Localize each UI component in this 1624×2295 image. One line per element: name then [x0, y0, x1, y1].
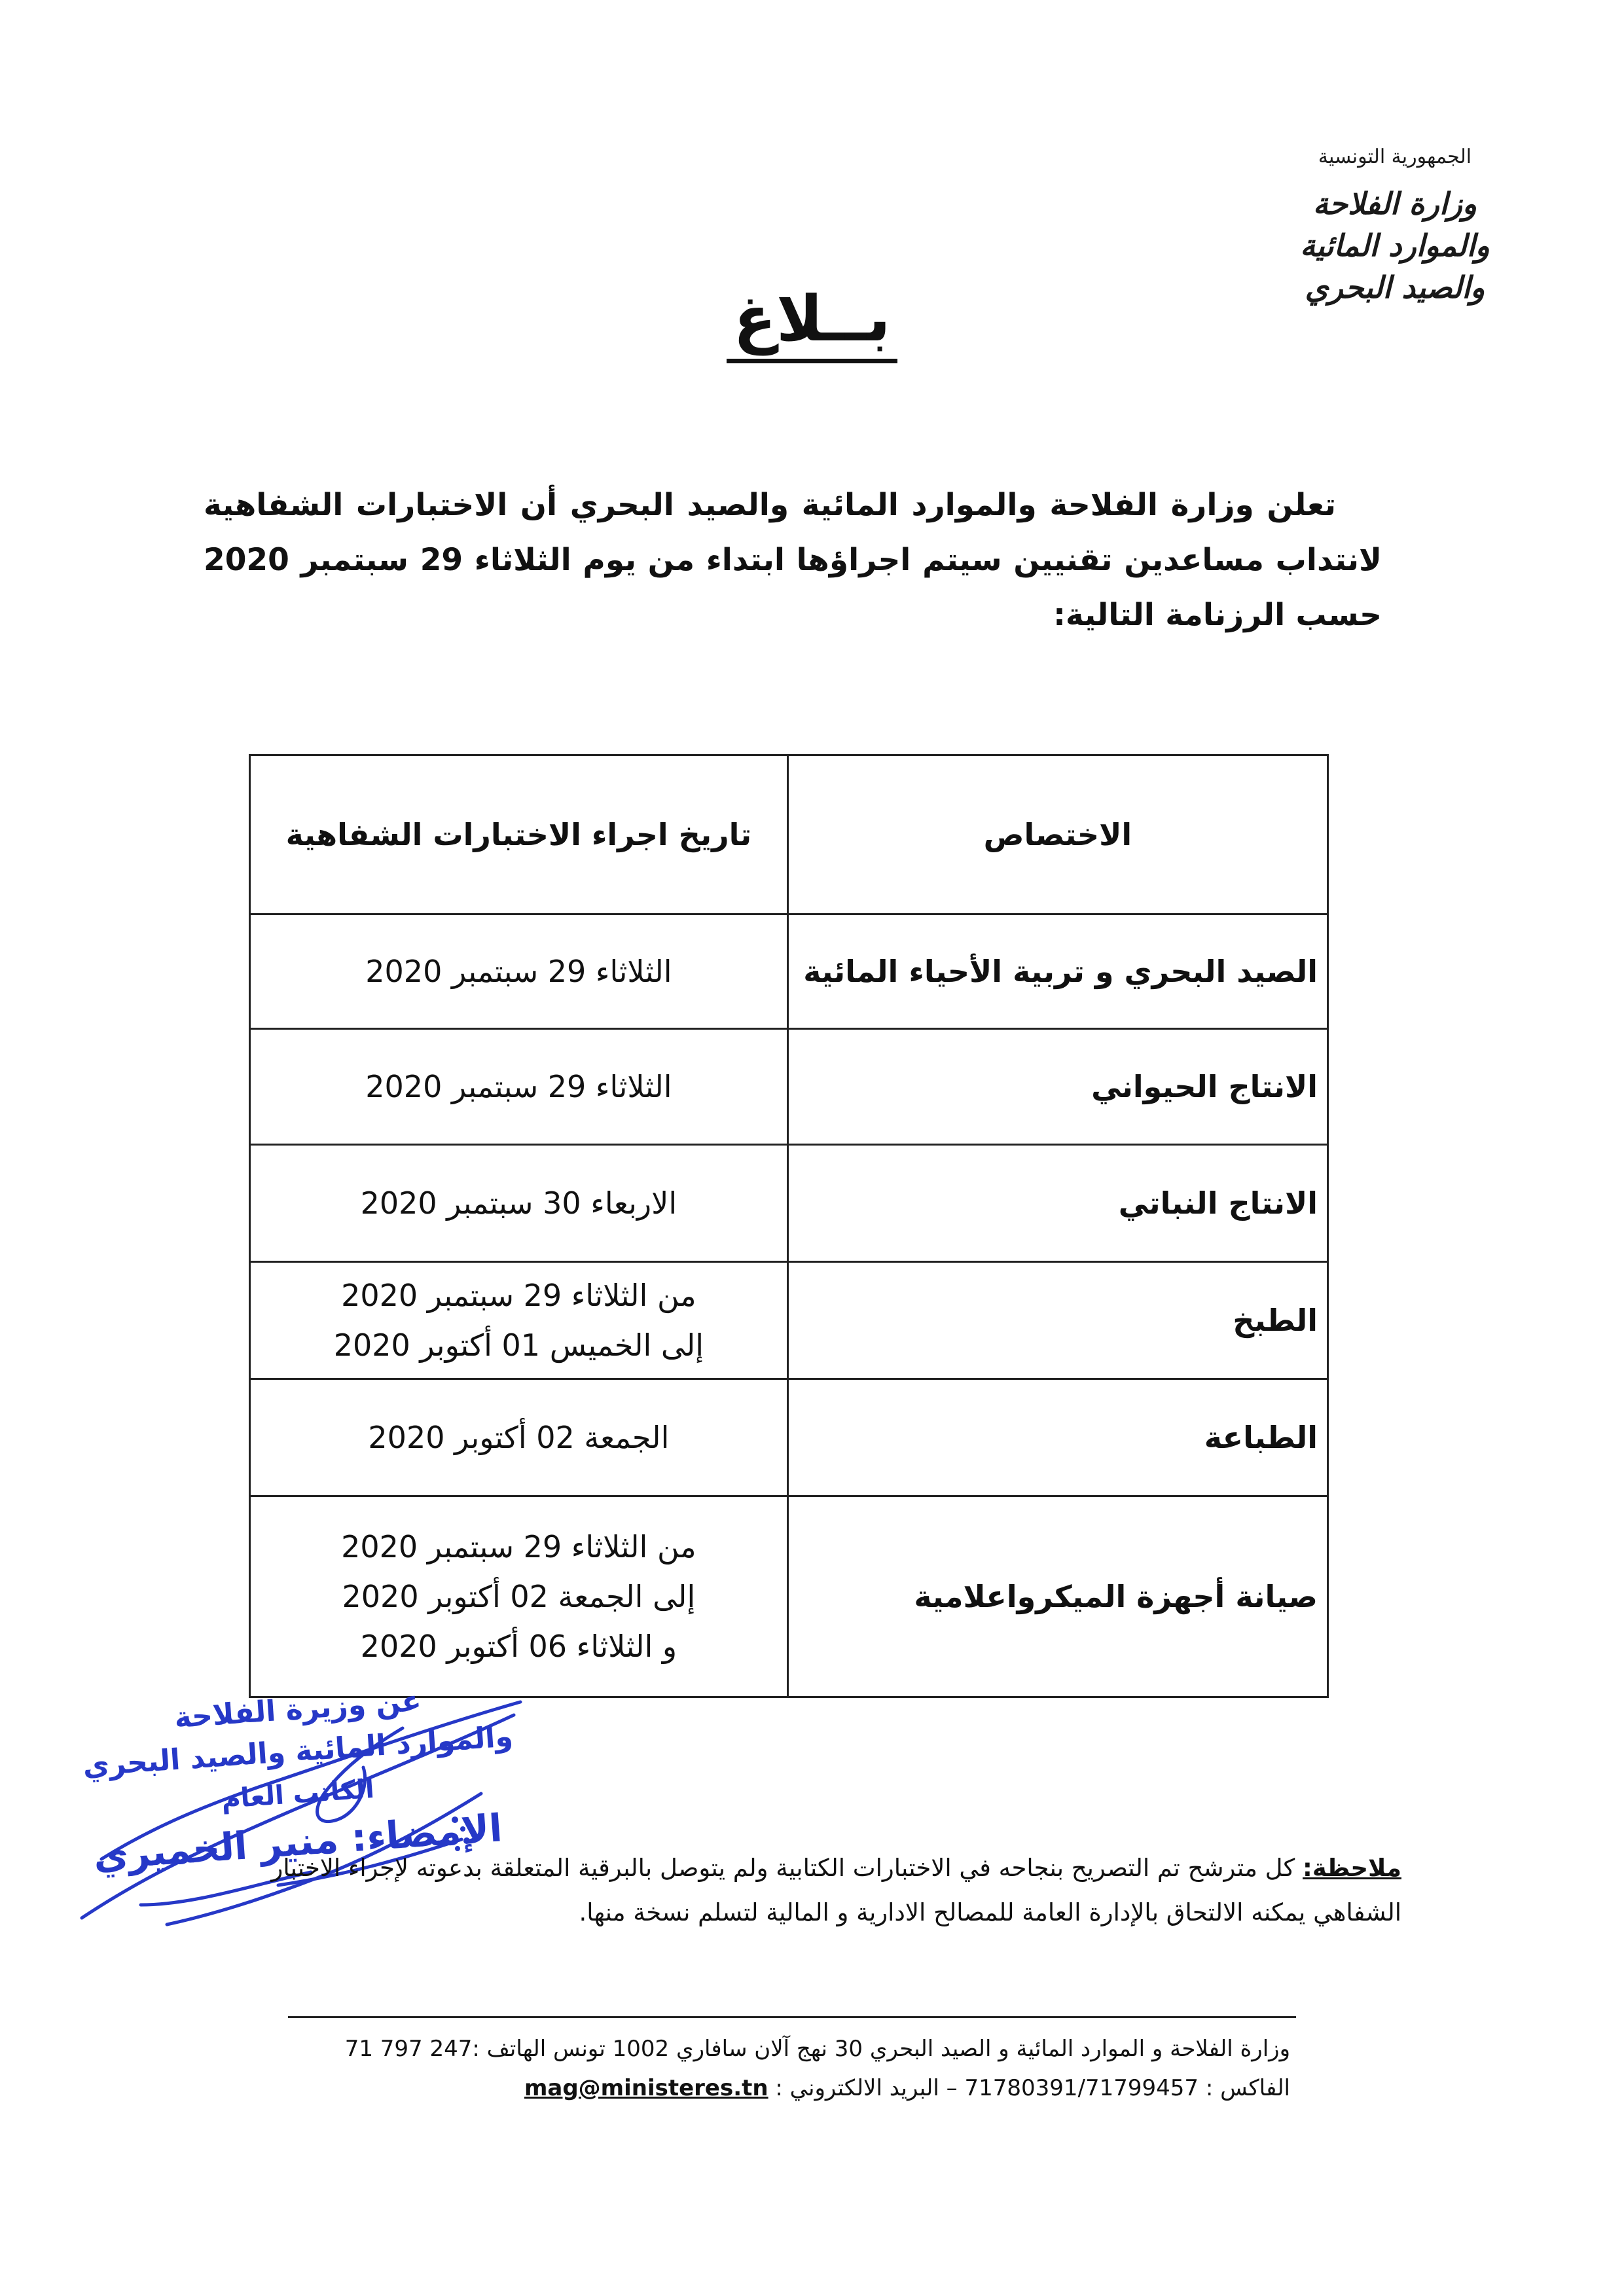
letterhead-country: الجمهورية التونسية — [1318, 145, 1472, 168]
note-paragraph — [236, 1846, 1401, 1935]
row-date — [250, 1145, 788, 1262]
table-row — [250, 1145, 1328, 1262]
date-line: إلى الجمعة 02 أكتوبر 2020 — [342, 1579, 696, 1614]
table-row — [250, 914, 1328, 1029]
row-date — [250, 1262, 788, 1379]
intro-text: تعلن وزارة الفلاحة والموارد المائية والصيد البحري أن الاختبارات الشفاهية لانتداب مساعدين تقنيين سيتم اجراؤها ابتداء من يوم الثلاثاء 29 سبتمبر 2020 حسب الرزنامة التالية: — [204, 487, 1382, 633]
table-row — [250, 1029, 1328, 1145]
footer-contact — [269, 2069, 1290, 2108]
footer-address: وزارة الفلاحة و الموارد المائية و الصيد البحري 30 نهج آلان سافاري 1002 تونس الهاتف :247 797 71 — [344, 2036, 1290, 2062]
header-date: تاريخ اجراء الاختبارات الشفاهية — [250, 755, 788, 914]
row-date — [250, 1496, 788, 1697]
date-line: الاربعاء 30 سبتمبر 2020 — [360, 1185, 677, 1221]
footer — [269, 2029, 1290, 2108]
stamp-line: والموارد المائية والصيد البحري — [81, 1720, 514, 1783]
table-row — [250, 1496, 1328, 1697]
letterhead-ministry-line1: وزارة الفلاحة — [1312, 186, 1477, 221]
schedule-table — [249, 754, 1329, 1698]
date-line: و الثلاثاء 06 أكتوبر 2020 — [360, 1629, 677, 1664]
stamp-signatory: الإمضاء: منير الخميري — [92, 1805, 504, 1879]
row-specialty: صيانة أجهزة الميكرواعلامية — [787, 1496, 1327, 1697]
footer-contact-prefix: الفاكس : 71780391/71799457 – البريد الالكتروني : — [768, 2075, 1290, 2101]
row-date — [250, 1379, 788, 1496]
table-row — [250, 1379, 1328, 1496]
date-line: الثلاثاء 29 سبتمبر 2020 — [365, 954, 672, 989]
date-line: من الثلاثاء 29 سبتمبر 2020 — [341, 1278, 696, 1313]
note-text: كل مترشح تم التصريح بنجاحه في الاختبارات الكتابية ولم يتوصل بالبرقية المتعلقة بدعوته لإجراء الاختبار الشفاهي يمكنه الالتحاق بالإدارة العامة للمصالح الادارية و المالية لتسلم نسخة منها. — [271, 1854, 1401, 1926]
row-specialty: الطباعة — [787, 1379, 1327, 1496]
footer-divider — [288, 2016, 1296, 2018]
table-row — [250, 1262, 1328, 1379]
date-line: الثلاثاء 29 سبتمبر 2020 — [365, 1069, 672, 1104]
intro-paragraph — [204, 478, 1382, 643]
stamp-line: الكاتب العام — [220, 1773, 376, 1815]
table-header-row — [250, 755, 1328, 914]
row-specialty: الصيد البحري و تربية الأحياء المائية — [787, 914, 1327, 1029]
note-label: ملاحظة: — [1303, 1854, 1401, 1882]
document-title-wrapper — [0, 283, 1624, 363]
row-date — [250, 1029, 788, 1145]
row-specialty: الطبخ — [787, 1262, 1327, 1379]
date-line: إلى الخميس 01 أكتوبر 2020 — [333, 1328, 704, 1363]
row-specialty: الانتاج النباتي — [787, 1145, 1327, 1262]
row-specialty: الانتاج الحيواني — [787, 1029, 1327, 1145]
stamp-line: عن وزيرة الفلاحة — [173, 1684, 423, 1735]
footer-email-link[interactable]: mag@ministeres.tn — [524, 2075, 768, 2101]
document-title: بــلاغ — [727, 283, 897, 363]
letterhead-ministry-line2: والموارد المائية والصيد البحري — [1300, 228, 1490, 305]
row-date — [250, 914, 788, 1029]
header-specialty: الاختصاص — [787, 755, 1327, 914]
date-line: من الثلاثاء 29 سبتمبر 2020 — [341, 1529, 696, 1564]
date-line: الجمعة 02 أكتوبر 2020 — [368, 1420, 670, 1455]
